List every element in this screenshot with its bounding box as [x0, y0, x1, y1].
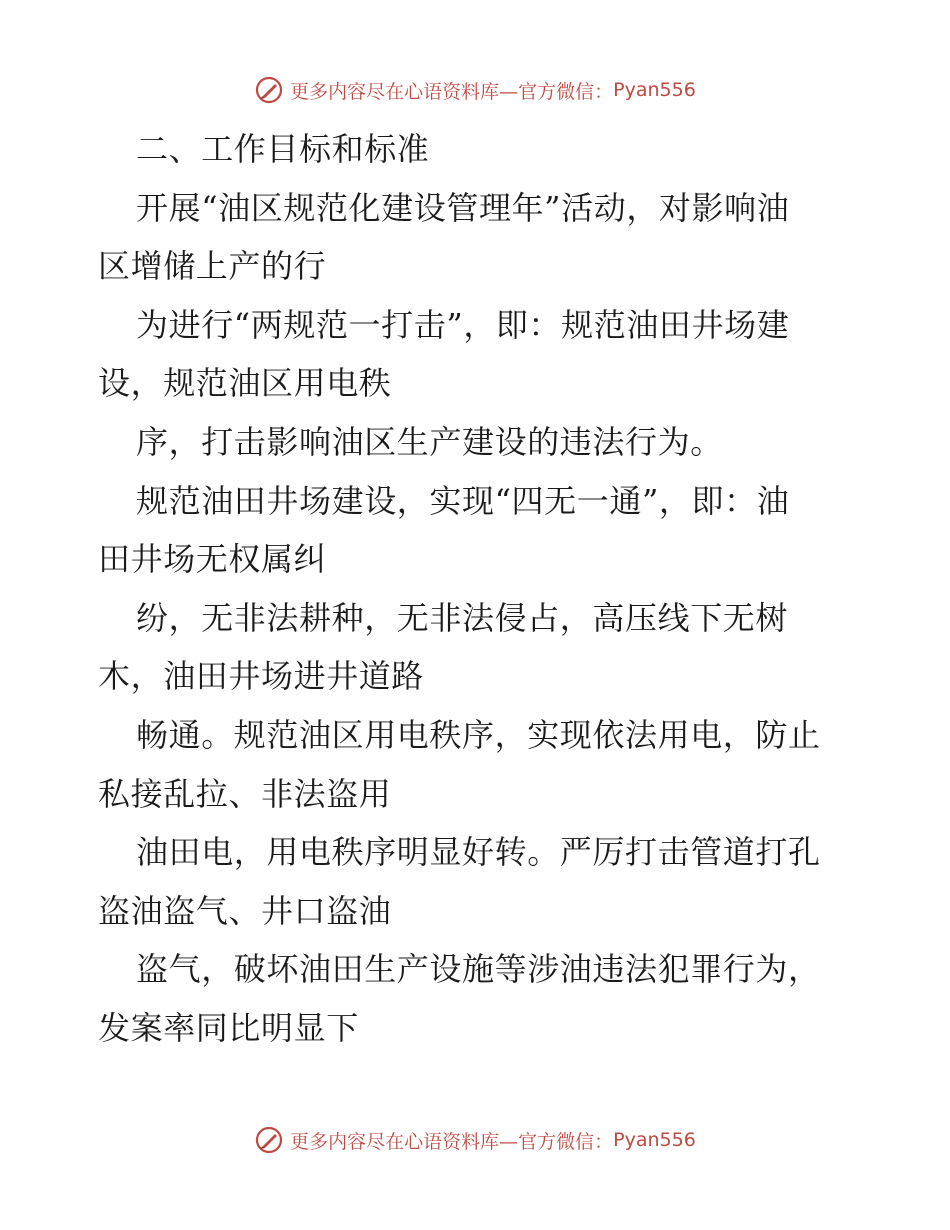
text-line: 区增储上产的行	[98, 247, 327, 286]
watermark-wechat-id: Pyan556	[613, 1129, 696, 1151]
text-line: 畅通。规范油区用电秩序，实现依法用电，防止	[136, 715, 821, 754]
text-line: 二、工作目标和标准	[136, 130, 430, 168]
text-line: 盗气，破坏油田生产设施等涉油违法犯罪行为，	[136, 950, 821, 989]
text-line: 私接乱拉、非法盗用	[98, 774, 392, 813]
watermark-wechat-id: Pyan556	[613, 79, 696, 101]
quill-circle-icon	[254, 1125, 284, 1155]
footer-watermark	[0, 1120, 950, 1160]
text-line: 发案率同比明显下	[98, 1008, 359, 1047]
header-watermark	[0, 70, 950, 110]
text-line: 木，油田井场进井道路	[98, 657, 425, 696]
text-line: 序，打击影响油区生产建设的违法行为。	[136, 422, 723, 461]
watermark-text: 更多内容尽在心语资料库—官方微信：	[290, 80, 614, 103]
document-body	[98, 120, 858, 1058]
text-line: 开展“油区规范化建设管理年”活动，对影响油	[136, 188, 790, 227]
text-line: 规范油田井场建设，实现“四无一通”，即：油	[136, 481, 790, 520]
text-line: 设，规范油区用电秩	[98, 364, 392, 403]
quill-circle-icon	[254, 75, 284, 105]
text-line: 田井场无权属纠	[98, 540, 327, 579]
text-line: 油田电，用电秩序明显好转。严厉打击管道打孔	[136, 833, 821, 872]
text-line: 纷，无非法耕种，无非法侵占，高压线下无树	[136, 598, 789, 637]
text-line: 为进行“两规范一打击”，即：规范油田井场建	[136, 305, 790, 344]
watermark-text: 更多内容尽在心语资料库—官方微信：	[290, 1130, 614, 1153]
text-line: 盗油盗气、井口盗油	[98, 891, 392, 930]
